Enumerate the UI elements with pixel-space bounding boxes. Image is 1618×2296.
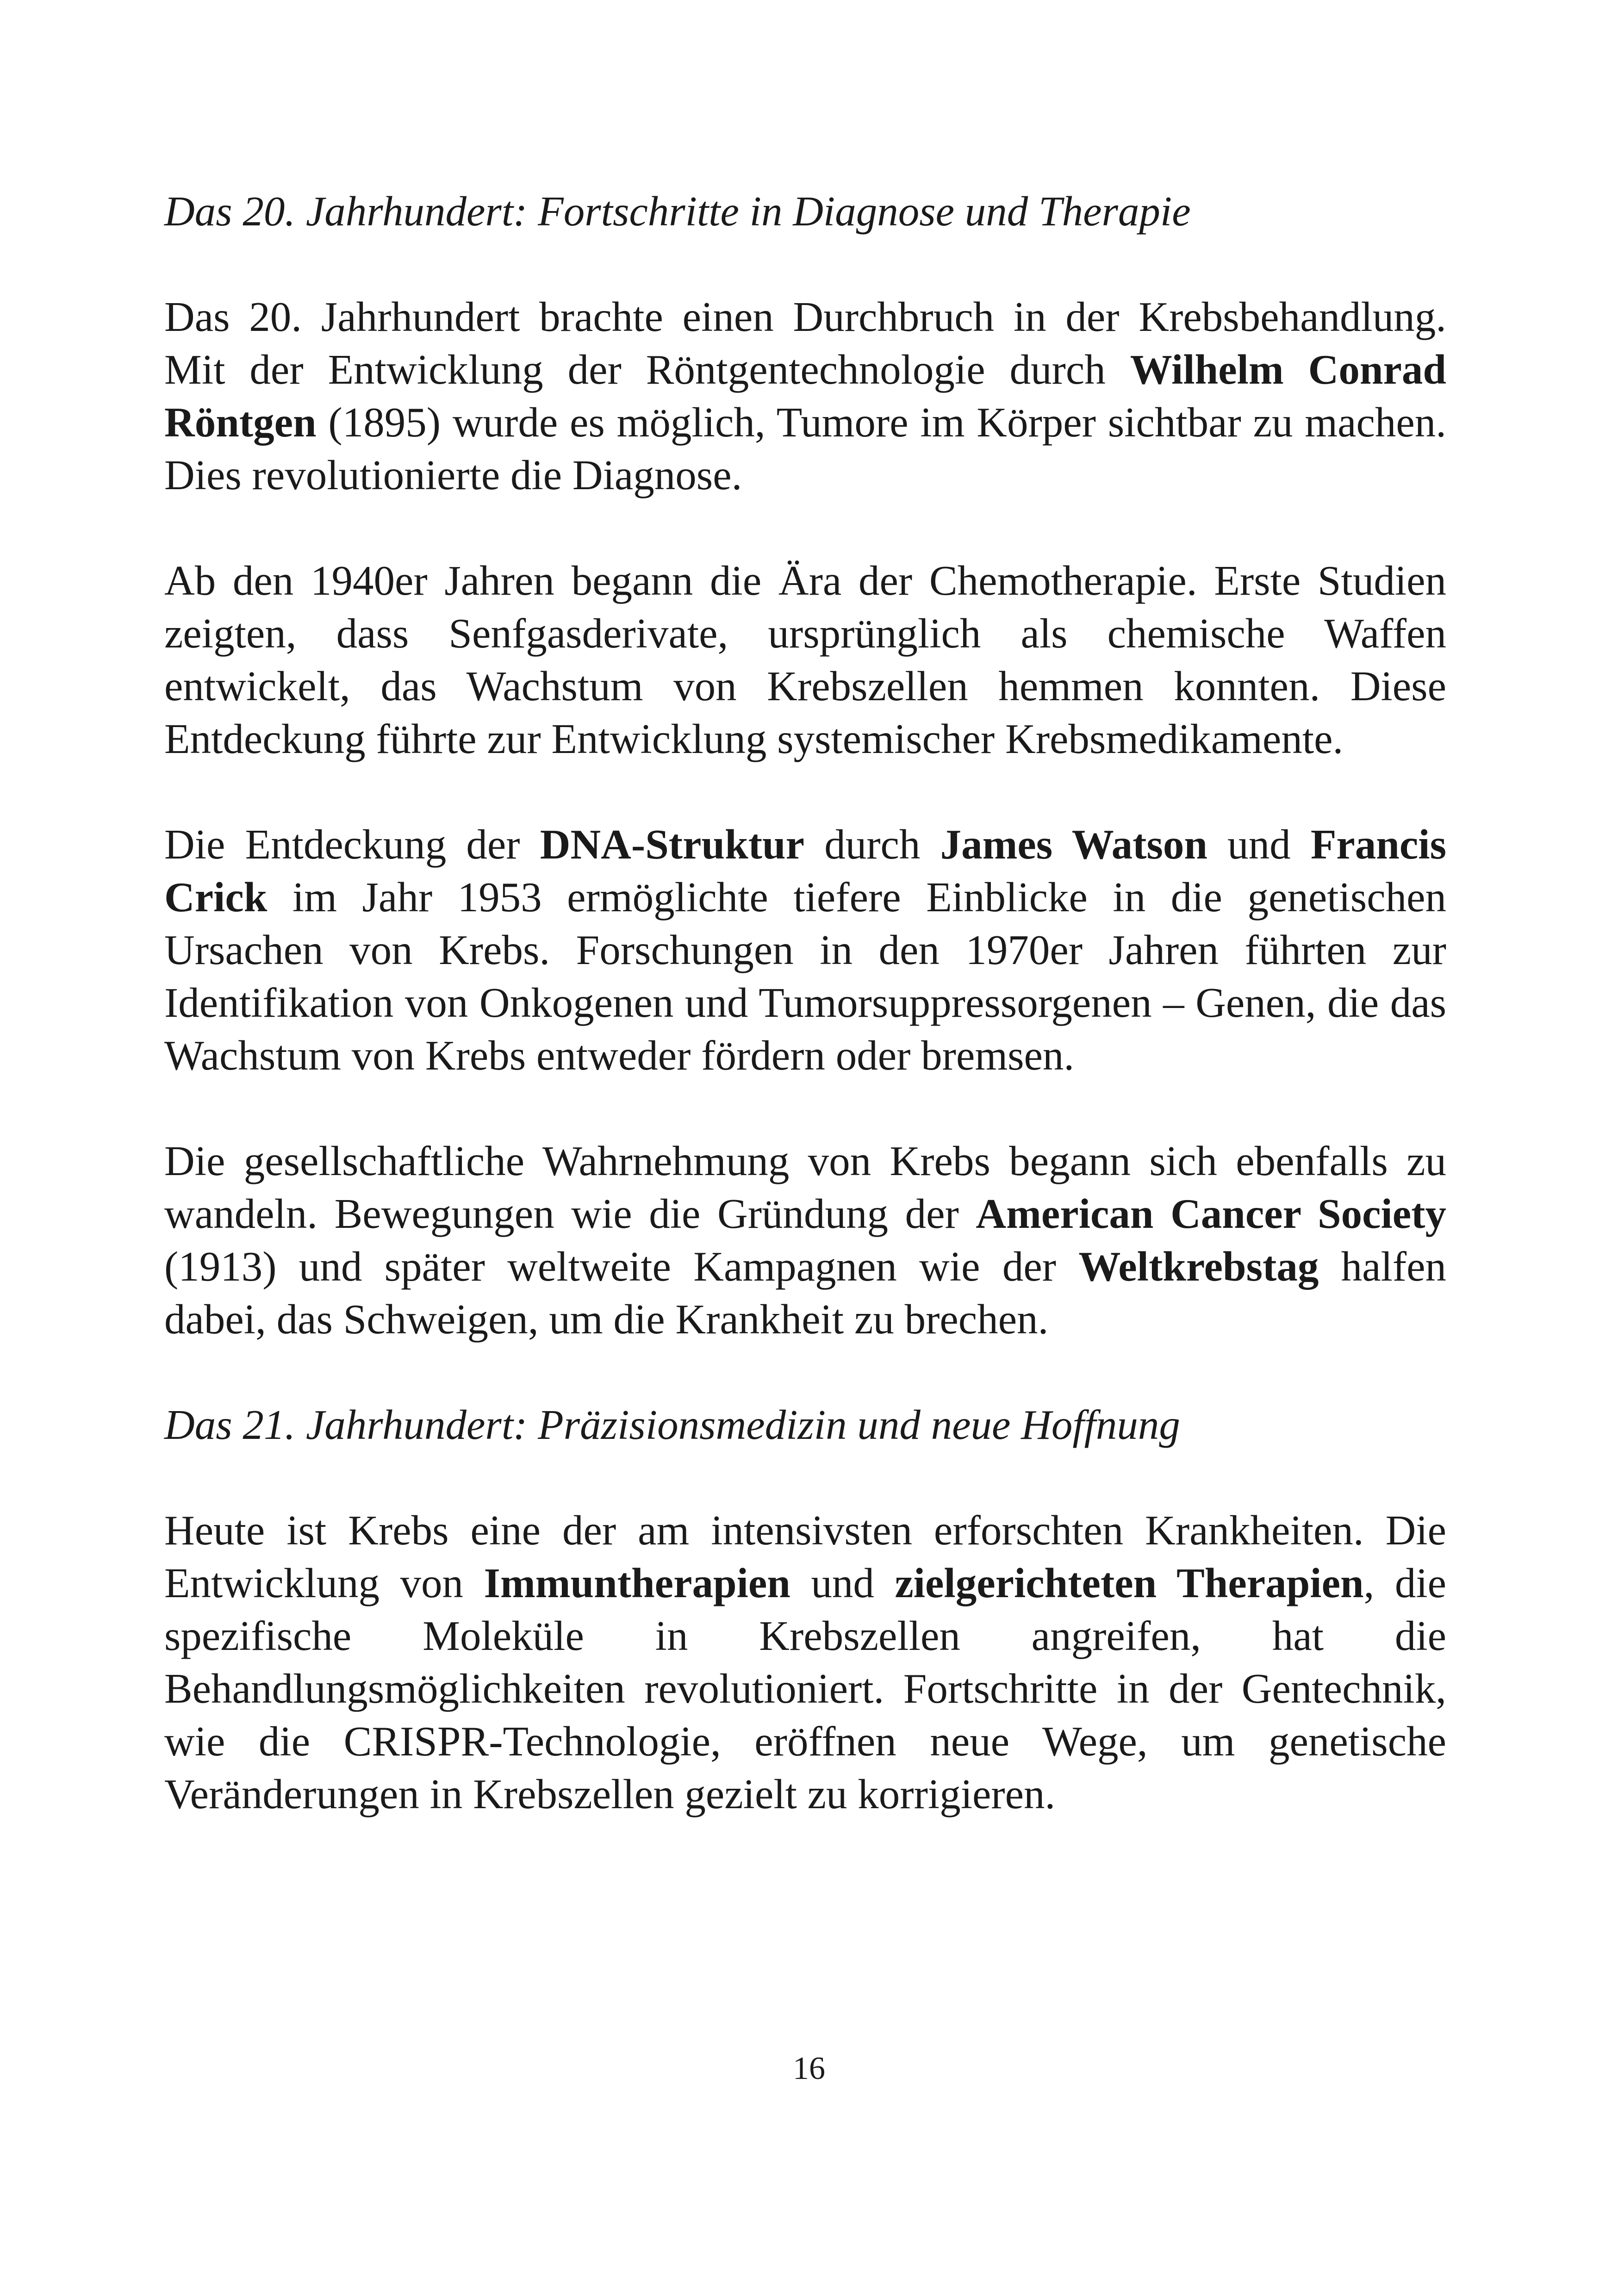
bold-name-roentgen: Wilhelm Conrad Röntgen [164, 346, 1446, 446]
text-run: Die Entdeckung der [164, 821, 540, 868]
text-run: im Jahr 1953 ermöglichte tiefere Einblicke in die genetischen Ursachen von Krebs. Forschungen in den 1970er Jahren führten zur Identifikation von Onkogenen und Tumorsuppressorgenen – Genen, die das Wachstum von Krebs entweder fördern oder bremsen. [164, 874, 1446, 1079]
spacer [164, 1346, 1446, 1399]
page-number: 16 [793, 2051, 825, 2086]
section-heading-21st-century: Das 21. Jahrhundert: Präzisionsmedizin und neue Hoffnung [164, 1401, 1180, 1448]
bold-term-targeted-therapies: zielgerichteten Therapien [895, 1560, 1364, 1606]
text-run: halfen dabei, das Schweigen, um die Krankheit zu brechen. [164, 1243, 1446, 1343]
text-run: (1895) wurde es möglich, Tumore im Körper sichtbar zu machen. Dies revolutionierte die Diagnose. [164, 399, 1446, 498]
text-run: , die spezifische Moleküle in Krebszellen angreifen, hat die Behandlungsmöglichkeiten revolutioniert. Fortschritte in der Gentechnik, wie die CRISPR-Technologie, eröffnen neue Wege, um genetische Veränderungen in Krebszellen gezielt zu korrigieren. [164, 1560, 1446, 1817]
text-run: Ab den 1940er Jahren begann die Ära der Chemotherapie. Erste Studien zeigten, dass Senfgasderivate, ursprünglich als chemische Waffen entwickelt, das Wachstum von Krebszellen hemmen konnten. Diese Entdeckung führte zur Entwicklung systemischer Krebsmedikamente. [164, 557, 1446, 762]
spacer [164, 502, 1446, 554]
paragraph-xray [164, 291, 1446, 502]
page-body [164, 185, 1446, 1821]
paragraph-dna [164, 818, 1446, 1082]
bold-name-acs: American Cancer Society [976, 1190, 1446, 1237]
section-heading-20th-century: Das 20. Jahrhundert: Fortschritte in Diagnose und Therapie [164, 188, 1191, 235]
bold-name-watson: James Watson [940, 821, 1207, 868]
text-run: und [790, 1560, 895, 1606]
text-run: durch [804, 821, 940, 868]
bold-term-immunotherapies: Immuntherapien [484, 1560, 790, 1606]
text-run: und [1207, 821, 1311, 868]
bold-term-dna-structure: DNA-Struktur [540, 821, 805, 868]
text-run: Heute ist Krebs eine der am intensivsten erforschten Krankheiten. Die Entwicklung von [164, 1507, 1446, 1606]
spacer [164, 1082, 1446, 1135]
text-run: Das 20. Jahrhundert brachte einen Durchbruch in der Krebsbehandlung. Mit der Entwicklung der Röntgentechnologie durch [164, 293, 1446, 393]
paragraph-society [164, 1135, 1446, 1346]
text-run: Die gesellschaftliche Wahrnehmung von Krebs begann sich ebenfalls zu wandeln. Bewegungen wie die Gründung der [164, 1138, 1446, 1237]
spacer [164, 238, 1446, 291]
spacer [164, 1451, 1446, 1504]
paragraph-chemotherapy [164, 554, 1446, 765]
text-run: (1913) und später weltweite Kampagnen wie der [164, 1243, 1079, 1290]
bold-term-weltkrebstag: Weltkrebstag [1078, 1243, 1319, 1290]
spacer [164, 765, 1446, 818]
bold-name-crick: Francis Crick [164, 821, 1447, 921]
paragraph-precision-medicine [164, 1504, 1446, 1821]
